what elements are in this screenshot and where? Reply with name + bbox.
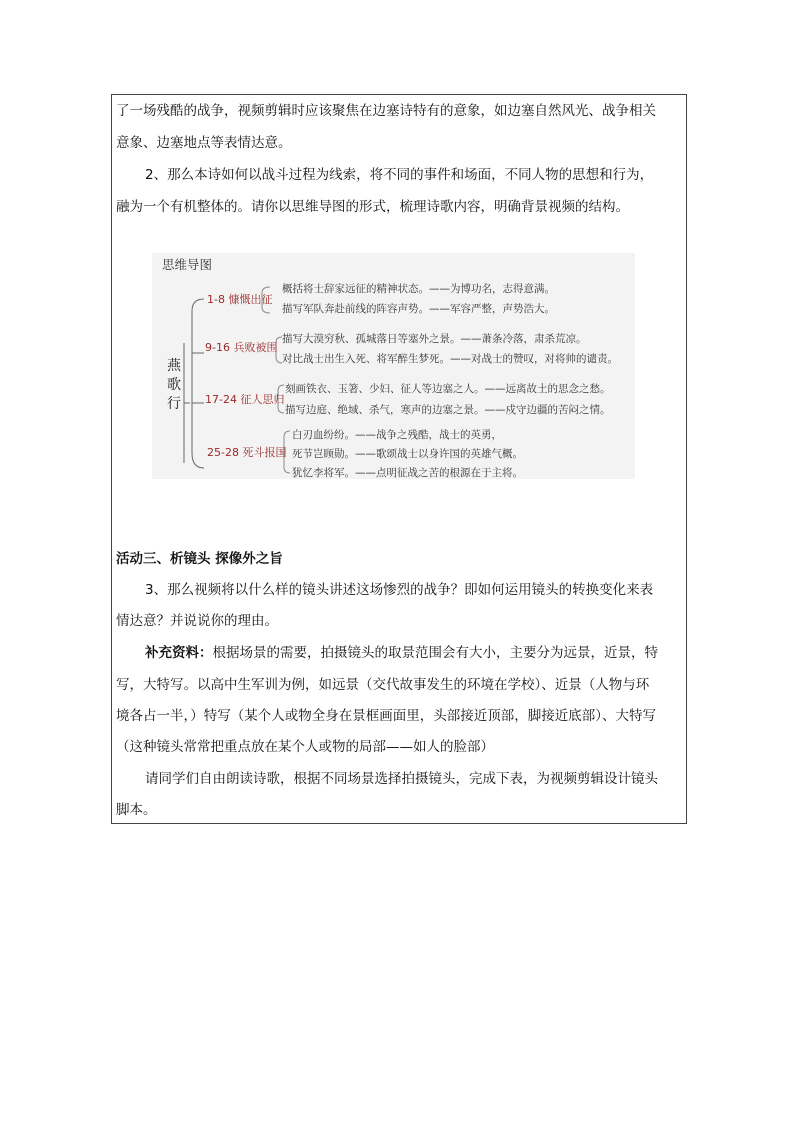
question-3-line: 情达意？并说说你的理由。 — [116, 613, 278, 629]
section-label: 1-8 慷慨出征 — [207, 293, 273, 306]
supplement-line: 写，大特写。以高中生军训为例，如远景（交代故事发生的环境在学校）、近景（人物与环 — [116, 677, 650, 693]
paragraph-line: 了一场残酷的战争，视频剪辑时应该聚焦在边塞诗特有的意象，如边塞自然风光、战争相关 — [116, 103, 656, 119]
section-label: 25-28 死斗报国 — [207, 446, 287, 459]
section-label: 9-16 兵败被围 — [205, 341, 278, 354]
section-line: 概括将士辞家远征的精神状态。——为博功名，志得意满。 — [282, 283, 555, 295]
supplement-line: （这种镜头常常把重点放在某个人或物的局部——如人的脸部） — [116, 739, 494, 755]
question-2-line: 2、那么本诗如何以战斗过程为线索，将不同的事件和场面，不同人物的思想和行为， — [145, 167, 654, 183]
supplement-label: 补充资料： — [145, 645, 213, 661]
supplement-line: 境各占一半，）特写（某个人或物全身在景框画面里，头部接近顶部，脚接近底部）、大特写 — [116, 708, 656, 724]
supplement-line: 补充资料：根据场景的需要，拍摄镜头的取景范围会有大小，主要分为远景，近景，特 — [145, 645, 658, 661]
activity-heading: 活动三、析镜头 探像外之旨 — [116, 551, 283, 567]
mind-map-root: 燕 歌 行 — [167, 358, 181, 412]
question-3-line: 3、那么视频将以什么样的镜头讲述这场惨烈的战争？即如何运用镜头的转换变化来表 — [145, 582, 654, 598]
section-line: 对比战士出生入死、将军醉生梦死。——对战士的赞叹，对将帅的谴责。 — [282, 353, 618, 365]
section-line: 刻画铁衣、玉箸、少妇、征人等边塞之人。——远离故土的思念之愁。 — [285, 383, 611, 395]
paragraph-line: 意象、边塞地点等表情达意。 — [116, 135, 292, 151]
section-line: 死节岂顾勋。——歌颂战士以身许国的英雄气概。 — [292, 448, 523, 460]
section-line: 描写大漠穷秋、孤城落日等塞外之景。——萧条冷落，肃杀荒凉。 — [282, 333, 587, 345]
mind-map-title: 思维导图 — [162, 257, 213, 272]
section-line: 描写边庭、绝域、杀气，寒声的边塞之景。——戍守边疆的苦闷之情。 — [285, 404, 611, 416]
instruction-line: 请同学们自由朗读诗歌，根据不同场景选择拍摄镜头，完成下表，为视频剪辑设计镜头 — [145, 771, 658, 787]
section-line: 犹忆李将军。——点明征战之苦的根源在于主将。 — [292, 467, 523, 479]
question-2-line: 融为一个有机整体的。请你以思维导图的形式，梳理诗歌内容，明确背景视频的结构。 — [116, 199, 629, 215]
instruction-line: 脚本。 — [116, 802, 157, 818]
section-label: 17-24 征人思归 — [205, 393, 285, 406]
mind-map — [152, 253, 635, 479]
section-line: 描写军队奔赴前线的阵容声势。——军容严整，声势浩大。 — [282, 303, 555, 315]
section-line: 白刃血纷纷。——战争之残酷，战士的英勇， — [292, 429, 502, 441]
